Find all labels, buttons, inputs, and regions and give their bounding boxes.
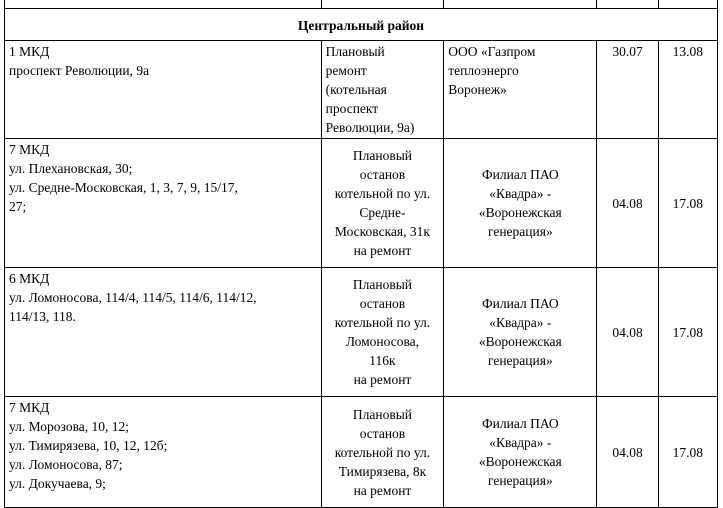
address-line: 6 МКД [9, 271, 50, 286]
address-cell [5, 139, 322, 268]
reason-line: останов [359, 425, 406, 441]
organization-cell [444, 41, 597, 139]
reason-line: на ремонт [353, 482, 412, 498]
table-top-strip [5, 0, 718, 9]
address-line: ул. Тимирязева, 10, 12, 12б; [9, 438, 168, 453]
reason-line: Плановый [325, 44, 385, 59]
district-header-row [5, 9, 718, 41]
address-line: ул. Морозова, 10, 12; [9, 419, 130, 434]
date-on-cell: 17.08 [658, 268, 717, 397]
organization-line: Филиал ПАО [482, 416, 559, 431]
address-line: ул. Средне-Московская, 1, 3, 7, 9, 15/17, [9, 180, 238, 195]
reason-cell [321, 268, 444, 397]
address-line: ул. Ломоносова, 114/4, 114/5, 114/6, 114/12, [9, 290, 257, 305]
reason-line: 116к [369, 353, 396, 368]
organization-cell [444, 268, 597, 397]
table-row [5, 41, 718, 139]
address-line: 114/13, 118. [9, 309, 76, 324]
address-line: 27; [9, 199, 27, 214]
organization-cell [444, 139, 597, 268]
organization-line: генерация» [487, 473, 553, 488]
table-row [5, 139, 718, 268]
reason-line: Ломоносова, [345, 334, 420, 349]
address-line: ул. Плехановская, 30; [9, 161, 133, 176]
reason-line: Плановый [352, 148, 412, 163]
reason-line: Плановый [352, 406, 412, 422]
reason-line: котельной по ул. [334, 186, 431, 201]
reason-line: останов [359, 296, 406, 311]
address-cell [5, 268, 322, 397]
address-line: ул. Докучаева, 9; [9, 476, 106, 491]
date-on-cell: 13.08 [658, 41, 717, 139]
date-off-cell: 30.07 [597, 41, 658, 139]
reason-line: (котельная [325, 82, 387, 97]
reason-line: Средне- [359, 205, 406, 220]
date-off-cell: 04.08 [597, 139, 658, 268]
address-cell [5, 41, 322, 139]
reason-cell [321, 41, 444, 139]
address-line: ул. Ломоносова, 87; [9, 457, 123, 472]
address-line: 7 МКД [9, 400, 50, 415]
reason-line: Революции, 9а) [325, 120, 415, 135]
organization-line: «Квадра» - [489, 315, 552, 330]
address-line: 1 МКД [9, 44, 50, 59]
organization-line: генерация» [487, 224, 553, 239]
date-off-cell: 04.08 [597, 268, 658, 397]
date-on-cell: 17.08 [658, 139, 717, 268]
reason-cell [321, 397, 444, 508]
organization-line: ООО «Газпром [448, 44, 536, 59]
organization-cell [444, 397, 597, 508]
reason-line: на ремонт [353, 372, 412, 387]
reason-line: останов [359, 167, 406, 182]
reason-line: Московская, 31к [334, 224, 430, 239]
reason-cell [321, 139, 444, 268]
organization-line: теплоэнерго [448, 63, 519, 78]
organization-line: Филиал ПАО [482, 296, 559, 311]
reason-line: на ремонт [353, 243, 412, 258]
organization-line: «Воронежская [478, 205, 562, 220]
organization-line: «Воронежская [478, 334, 562, 349]
organization-line: Филиал ПАО [482, 167, 559, 182]
reason-line: Тимирязева, 8к [338, 463, 427, 479]
reason-line: проспект [325, 101, 379, 116]
district-title: Центральный район [5, 9, 718, 41]
table-row [5, 268, 718, 397]
organization-line: Воронеж» [448, 82, 507, 97]
organization-line: генерация» [487, 353, 553, 368]
outage-table [4, 0, 718, 508]
reason-line: ремонт [325, 63, 367, 78]
reason-line: котельной по ул. [334, 444, 431, 460]
reason-line: котельной по ул. [334, 315, 431, 330]
reason-line: Плановый [352, 277, 412, 292]
date-off-cell: 04.08 [597, 397, 658, 508]
address-line: 7 МКД [9, 142, 50, 157]
table-row [5, 397, 718, 508]
address-cell [5, 397, 322, 508]
organization-line: «Квадра» - [489, 435, 552, 450]
organization-line: «Воронежская [478, 454, 562, 469]
date-on-cell: 17.08 [658, 397, 717, 508]
address-line: проспект Революции, 9а [9, 63, 150, 78]
organization-line: «Квадра» - [489, 186, 552, 201]
